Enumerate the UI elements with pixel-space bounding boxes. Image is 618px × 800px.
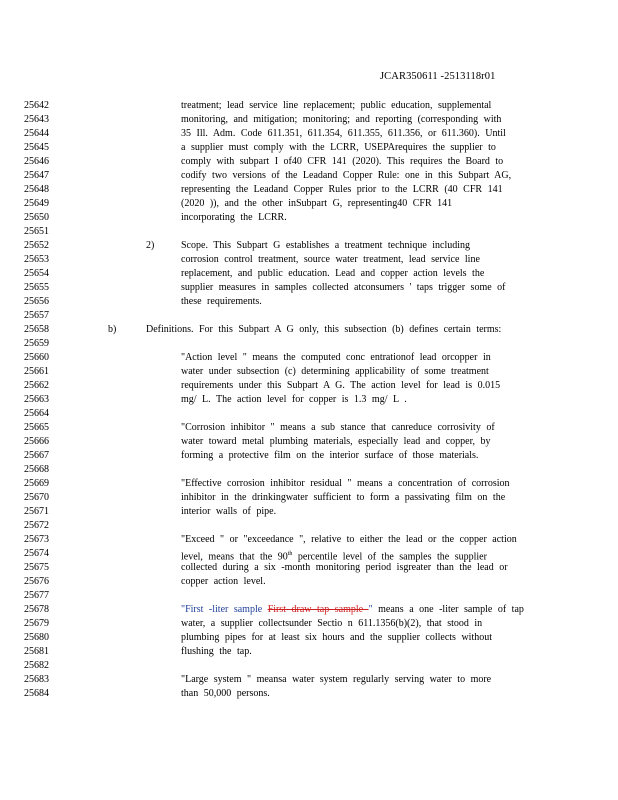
definitions-heading: Definitions. For this Subpart A G only, this subsection (b) defines certain terms: [146,324,502,335]
definition-line: plumbing pipes for at least six hours and the supplier collects without [181,632,493,643]
line-number: 25666 [24,436,49,447]
line-number: 25646 [24,156,49,167]
text-fragment: percentile level of the samples the supplier [292,551,487,563]
line-number: 25672 [24,520,49,531]
line-number: 25668 [24,464,49,475]
line-number: 25673 [24,534,49,545]
line-number: 25648 [24,184,49,195]
line-number: 25665 [24,422,49,433]
definition-first-liter-sample [181,604,524,616]
line-number: 25645 [24,142,49,153]
inserted-text: " [368,604,373,615]
line-number: 25675 [24,562,49,573]
text-line: codify two versions of the Leadand Copper Rule: one in this Subpart AG, [181,170,512,181]
text-fragment: means a one -liter sample of tap [372,604,524,615]
line-number: 25682 [24,660,49,671]
text-line: representing the Leadand Copper Rules prior to the LCRR (40 CFR 141 [181,184,503,195]
text-line: treatment; lead service line replacement; public education, supplemental [181,100,492,111]
line-number: 25651 [24,226,49,237]
definition-effective-residual: "Effective corrosion inhibitor residual " means a concentration of corrosion [181,478,510,489]
line-number: 25680 [24,632,49,643]
line-number: 25655 [24,282,49,293]
item-label-b: b) [108,324,117,335]
definition-line: water under subsection (c) determining applicability of some treatment [181,366,489,377]
text-line: incorporating the LCRR. [181,212,287,223]
line-number: 25677 [24,590,49,601]
line-number: 25654 [24,268,49,279]
line-number: 25683 [24,674,49,685]
inserted-text: "First -liter sample [181,604,268,615]
definition-corrosion-inhibitor: "Corrosion inhibitor " means a sub stance that canreduce corrosivity of [181,422,495,433]
text-line: comply with subpart I of40 CFR 141 (2020). This requires the Board to [181,156,504,167]
definition-large-system: "Large system " meansa water system regularly serving water to more [181,674,492,685]
scope-line: corrosion control treatment, source water treatment, lead service line [181,254,480,265]
line-number: 25663 [24,394,49,405]
line-number: 25642 [24,100,49,111]
scope-line: these requirements. [181,296,262,307]
definition-exceed: "Exceed " or "exceedance ", relative to either the lead or the copper action [181,534,517,545]
line-number: 25659 [24,338,49,349]
definition-line: copper action level. [181,576,266,587]
text-line: 35 Ill. Adm. Code 611.351, 611.354, 611.355, 611.356, or 611.360). Until [181,128,506,139]
line-number: 25676 [24,576,49,587]
line-number: 25670 [24,492,49,503]
line-number: 25647 [24,170,49,181]
item-label-2: 2) [146,240,155,251]
line-number: 25658 [24,324,49,335]
line-number: 25649 [24,198,49,209]
document-id-header: JCAR350611 -2513118r01 [380,71,496,82]
scope-line: replacement, and public education. Lead and copper action levels the [181,268,485,279]
line-number: 25652 [24,240,49,251]
definition-line: water toward metal plumbing materials, especially lead and copper, by [181,436,491,447]
scope-line: Scope. This Subpart G establishes a treatment technique including [181,240,471,251]
line-number: 25662 [24,380,49,391]
line-number: 25656 [24,296,49,307]
text-line: a supplier must comply with the LCRR, USEPArequires the supplier to [181,142,496,153]
deleted-text: First draw tap sample [267,604,369,615]
superscript: th [287,551,293,557]
line-number: 25661 [24,366,49,377]
line-number: 25678 [24,604,49,615]
definition-line: interior walls of pipe. [181,506,277,517]
definition-line: inhibitor in the drinkingwater sufficient to form a passivating film on the [181,492,506,503]
line-number: 25669 [24,478,49,489]
line-number: 25653 [24,254,49,265]
definition-line: flushing the tap. [181,646,252,657]
definition-line: collected during a six -month monitoring period isgreater than the lead or [181,562,508,573]
line-number: 25667 [24,450,49,461]
line-number: 25664 [24,408,49,419]
line-number: 25679 [24,618,49,629]
text-line: (2020 )), and the other inSubpart G, representing40 CFR 141 [181,198,453,209]
text-line: monitoring, and mitigation; monitoring; and reporting (corresponding with [181,114,502,125]
line-number: 25650 [24,212,49,223]
text-fragment: level, means that the 90 [181,551,288,563]
line-number: 25681 [24,646,49,657]
line-number: 25684 [24,688,49,699]
definition-line: than 50,000 persons. [181,688,270,699]
definition-action-level: "Action level " means the computed conc entrationof lead orcopper in [181,352,491,363]
line-number: 25643 [24,114,49,125]
scope-line: supplier measures in samples collected atconsumers ' taps trigger some of [181,282,506,293]
line-number: 25657 [24,310,49,321]
definition-line: water, a supplier collectsunder Sectio n 611.1356(b)(2), that stood in [181,618,483,629]
definition-line: requirements under this Subpart A G. The action level for lead is 0.015 [181,380,501,391]
line-number: 25660 [24,352,49,363]
definition-line: mg/ L. The action level for copper is 1.3 mg/ L . [181,394,407,405]
line-number: 25674 [24,548,49,559]
definition-line: forming a protective film on the interior surface of those materials. [181,450,479,461]
line-number: 25644 [24,128,49,139]
line-number: 25671 [24,506,49,517]
